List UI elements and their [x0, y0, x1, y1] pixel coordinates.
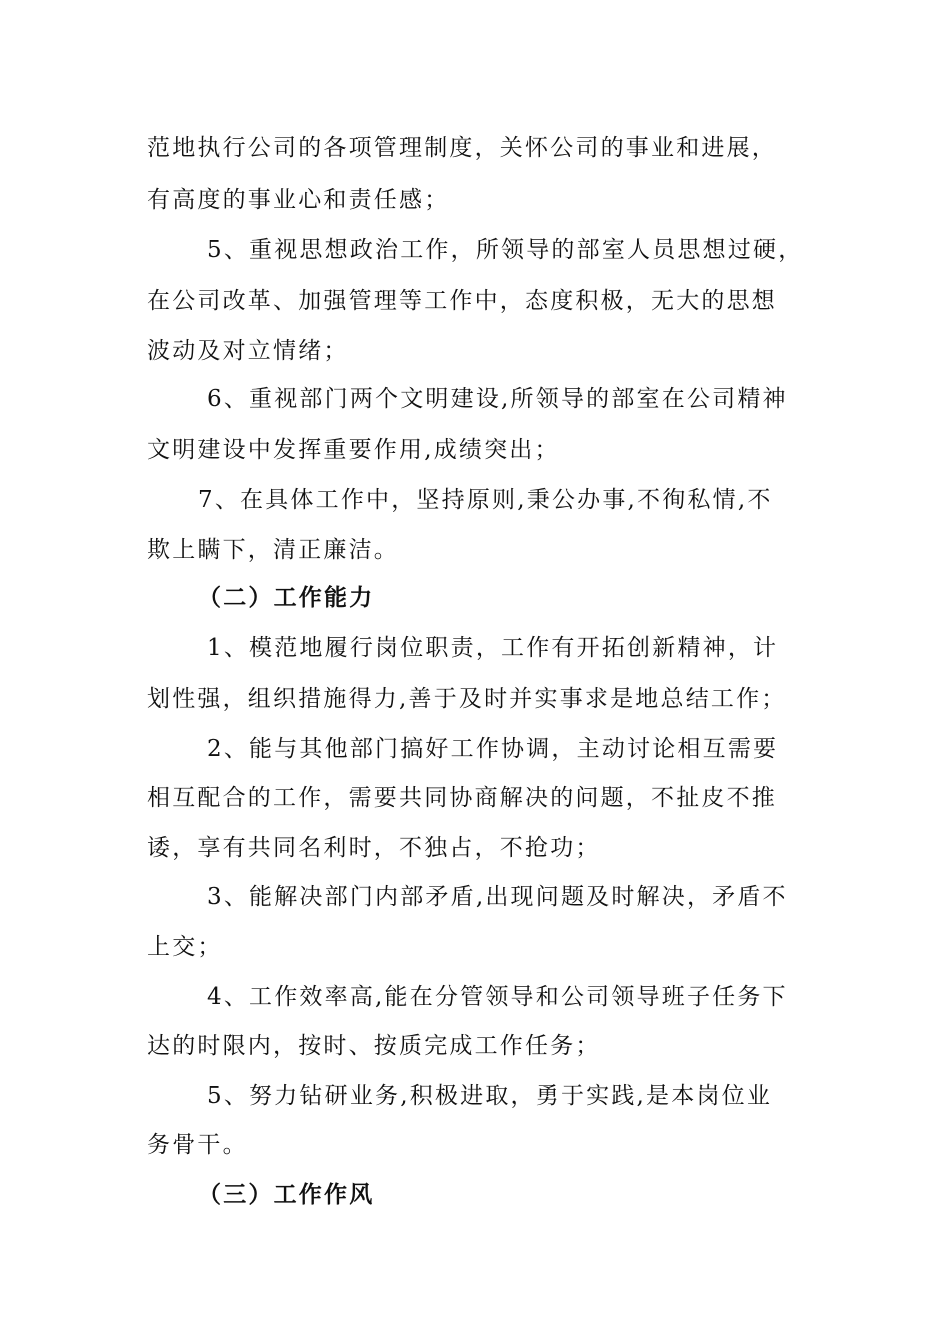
- paragraph-line: 达的时限内，按时、按质完成工作任务；: [147, 1033, 601, 1059]
- list-item-line: 5、努力钻研业务,积极进取，勇于实践,是本岗位业: [207, 1083, 773, 1109]
- paragraph-line: 诿，享有共同名利时，不独占，不抢功；: [147, 835, 601, 861]
- list-item-line: 6、重视部门两个文明建设,所领导的部室在公司精神: [207, 386, 788, 412]
- paragraph-line: 上交；: [147, 934, 223, 960]
- paragraph-line: 在公司改革、加强管理等工作中，态度积极，无大的思想: [147, 288, 777, 314]
- list-item-line: 4、工作效率高,能在分管领导和公司领导班子任务下: [207, 984, 788, 1010]
- section-heading: （三）工作作风: [198, 1181, 375, 1208]
- paragraph-line: 范地执行公司的各项管理制度，关怀公司的事业和进展，: [147, 135, 777, 161]
- paragraph-line: 文明建设中发挥重要作用,成绩突出；: [147, 437, 560, 463]
- list-item-line: 2、能与其他部门搞好工作协调，主动讨论相互需要: [207, 736, 779, 762]
- paragraph-line: 务骨干。: [147, 1132, 248, 1158]
- list-item-line: 7、在具体工作中，坚持原则,秉公办事,不徇私情,不: [198, 487, 773, 513]
- section-heading: （二）工作能力: [198, 584, 375, 611]
- paragraph-line: 欺上瞒下，清正廉洁。: [147, 537, 399, 563]
- paragraph-line: 划性强，组织措施得力,善于及时并实事求是地总结工作；: [147, 686, 787, 712]
- paragraph-line: 相互配合的工作，需要共同协商解决的问题，不扯皮不推: [147, 785, 777, 811]
- list-item-line: 5、重视思想政治工作，所领导的部室人员思想过硬，: [207, 237, 804, 263]
- list-item-line: 1、模范地履行岗位职责，工作有开拓创新精神，计: [207, 635, 779, 661]
- paragraph-line: 波动及对立情绪；: [147, 338, 349, 364]
- paragraph-line: 有高度的事业心和责任感；: [147, 187, 450, 213]
- list-item-line: 3、能解决部门内部矛盾,出现问题及时解决，矛盾不: [207, 884, 788, 910]
